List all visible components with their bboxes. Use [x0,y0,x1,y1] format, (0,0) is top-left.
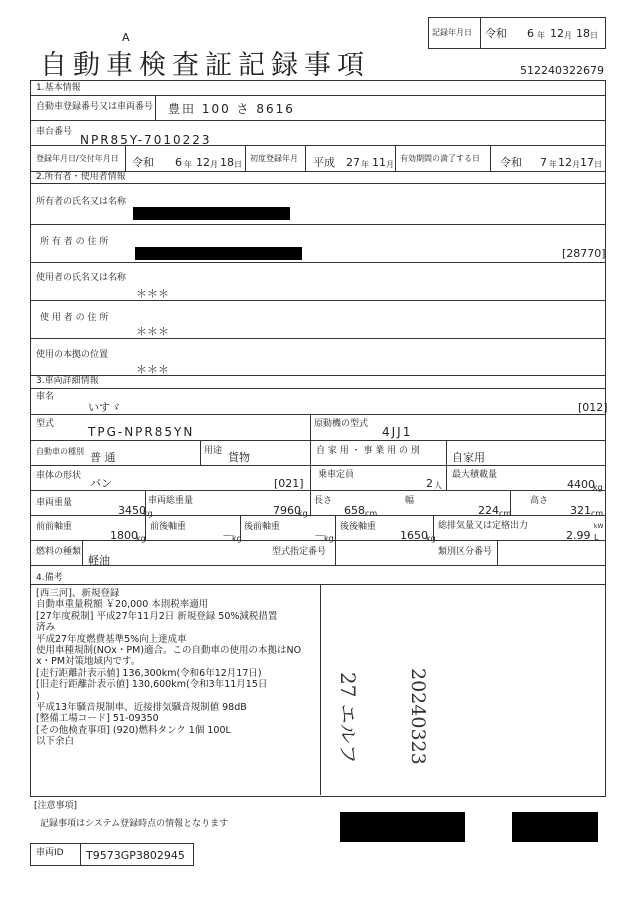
page-title: 自動車検査証記録事項 [40,50,370,81]
notice-label: [注意事項] [34,801,78,811]
use-value: 貨物 [228,451,250,464]
record-date-year: 6 [527,27,534,40]
expiry-label: 有効期間の満了する日 [400,154,480,163]
fuel-label: 燃料の種類 [36,547,82,557]
fr-axle-value: － [222,529,233,542]
max-load-value: 4400 [567,478,595,491]
use-label: 用途 [204,446,223,456]
redacted-block-1 [340,812,465,842]
remark-line: [西三河]、新規登録 [36,588,120,599]
chassis-label: 車台番号 [36,127,73,137]
vehicle-id-value: T9573GP3802945 [86,849,185,862]
shape-label: 車体の形状 [36,471,82,481]
width-label: 幅 [405,496,415,506]
reg-number-value: 豊田 100 さ 8616 [168,102,295,116]
notice-text: 記録事項はシステム登録時点の情報となります [40,819,229,829]
unit-day: 日 [590,31,598,40]
model-label: 型式 [36,419,55,429]
user-name-value: ＊＊＊ [136,287,169,300]
remark-line: 使用車種規制(NOx・PM)適合。この自動車の使用の本拠はNO [36,645,302,657]
car-name-label: 車名 [36,392,55,402]
remark-line: 済み [36,622,56,634]
displacement-label: 総排気量又は定格出力 [438,521,529,531]
doc-mark: A [122,31,130,44]
chassis-value: NPR85Y-7010223 [80,133,212,147]
expiry-era: 令和 [500,156,522,169]
section-basic: 1.基本情報 [36,83,81,93]
unit-year: 年 [361,160,369,169]
unit-cm: cm [591,509,604,518]
remark-line: [走行距離計表示値] 136,300km(令和6年12月17日) [36,667,262,679]
ff-axle-value: 1800 [110,529,138,542]
reg-date-year: 6 [175,156,182,169]
engine-label: 原動機の型式 [314,419,369,429]
base-location-label: 使用の本拠の位置 [36,350,109,360]
rf-axle-value: － [314,529,325,542]
designation-label: 型式指定番号 [272,547,327,557]
remarks-list [36,588,318,748]
base-location-value: ＊＊＊ [136,363,169,376]
shape-code: [021] [274,477,304,490]
unit-year: 年 [549,160,557,169]
owner-addr-code: [28770] [562,247,606,260]
unit-kg: kg [593,483,603,492]
owner-addr-label: 所 有 者 の 住 所 [40,237,109,247]
unit-kg: kg [143,509,153,518]
unit-kg: kg [426,534,436,543]
unit-cm: cm [365,509,378,518]
capacity-unit: 人 [434,481,442,490]
record-date-month: 12 [550,27,564,40]
record-date-label: 記録年月日 [432,28,472,37]
remark-line: ) [36,690,40,702]
ff-axle-label: 前前軸重 [36,522,73,532]
category-label: 類別区分番号 [438,547,493,557]
height-value: 321 [570,504,591,517]
handwritten-note-2: 20240323 [407,668,429,765]
first-reg-era: 平成 [313,156,335,169]
weight-value: 3450 [118,504,146,517]
owner-name-redacted [133,207,290,220]
gross-value: 7960 [273,504,301,517]
fr-axle-label: 前後軸重 [150,522,187,532]
model-value: TPG-NPR85YN [88,425,195,439]
rr-axle-label: 後後軸重 [340,522,377,532]
car-name-value: いすゞ [88,401,121,414]
doc-number: 512240322679 [520,64,604,77]
length-label: 長さ [314,496,333,506]
shape-value: バン [90,477,112,490]
handwritten-note-1: 27 エルフ [336,672,360,764]
unit-l: L [594,533,599,542]
first-reg-month: 11 [372,156,386,169]
remark-line: 以下余白 [36,736,75,748]
rf-axle-label: 後前軸重 [244,522,281,532]
displacement-value: 2.99 [566,529,591,542]
remark-line: [旧走行距離計表示値] 130,600km(令和3年11月15日 [36,679,268,691]
unit-month: 月 [564,31,572,40]
fuel-value: 軽油 [88,554,110,567]
record-date-era: 令和 [485,27,507,40]
first-reg-label: 初度登録年月 [250,154,298,163]
length-value: 658 [344,504,365,517]
unit-year: 年 [537,31,545,40]
reg-date-month: 12 [196,156,210,169]
unit-day: 日 [234,160,242,169]
section-vehicle: 3.車両詳細情報 [36,376,99,386]
remark-line: x・PM対策地域内です。 [36,656,141,668]
unit-month: 月 [210,160,218,169]
capacity-label: 乗車定員 [318,470,355,480]
remark-line: [27年度税制] 平成27年11月2日 新規登録 50%減税措置 [36,610,278,622]
owner-addr-redacted [135,247,302,260]
business-label: 自 家 用 ・ 事 業 用 の 別 [316,446,420,456]
user-name-label: 使用者の氏名又は名称 [36,273,127,283]
remark-line: [整備工場コード] 51-09350 [36,713,159,725]
kind-value: 普 通 [90,451,116,464]
expiry-month: 12 [558,156,572,169]
capacity-value: 2 [426,477,433,490]
unit-month: 月 [572,160,580,169]
reg-date-day: 18 [220,156,234,169]
redacted-block-2 [512,812,598,842]
reg-date-era: 令和 [132,156,154,169]
business-value: 自家用 [452,451,485,464]
max-load-label: 最大積載量 [452,470,498,480]
width-value: 224 [478,504,499,517]
height-label: 高さ [530,496,549,506]
unit-day: 日 [594,160,602,169]
gross-label: 車両総重量 [148,496,194,506]
expiry-year: 7 [540,156,547,169]
car-name-code: [012] [578,401,608,414]
remark-line: 平成27年度燃費基準5%向上達成車 [36,633,187,645]
section-remarks: 4.備考 [36,573,63,583]
section-owner: 2.所有者・使用者情報 [36,172,126,182]
unit-cm: cm [499,509,512,518]
engine-value: 4JJ1 [382,425,413,439]
kind-label: 自動車の種別 [36,447,84,456]
owner-name-label: 所有者の氏名又は名称 [36,197,127,207]
rr-axle-value: 1650 [400,529,428,542]
record-date-day: 18 [576,27,590,40]
reg-date-label: 登録年月日/交付年月日 [36,154,119,163]
unit-kg: kg [232,534,242,543]
unit-kg: kg [136,534,146,543]
remark-line: [その他検査事項] (920)燃料タンク 1個 100L [36,724,231,736]
expiry-day: 17 [580,156,594,169]
first-reg-year: 27 [346,156,360,169]
unit-year: 年 [184,160,192,169]
remark-line: 自動車重量税額 ￥20,000 本則税率適用 [36,599,209,611]
weight-label: 車両重量 [36,498,73,508]
user-addr-label: 使 用 者 の 住 所 [40,313,109,323]
unit-kg: kg [298,509,308,518]
vehicle-id-label: 車両ID [36,848,64,858]
remark-line: 平成13年騒音規制車、近接排気騒音規制値 98dB [36,702,247,714]
unit-kw: kW [594,523,604,530]
unit-kg: kg [324,534,334,543]
user-addr-value: ＊＊＊ [136,325,169,338]
unit-month: 月 [386,160,394,169]
reg-number-label: 自動車登録番号又は車両番号 [36,102,154,112]
